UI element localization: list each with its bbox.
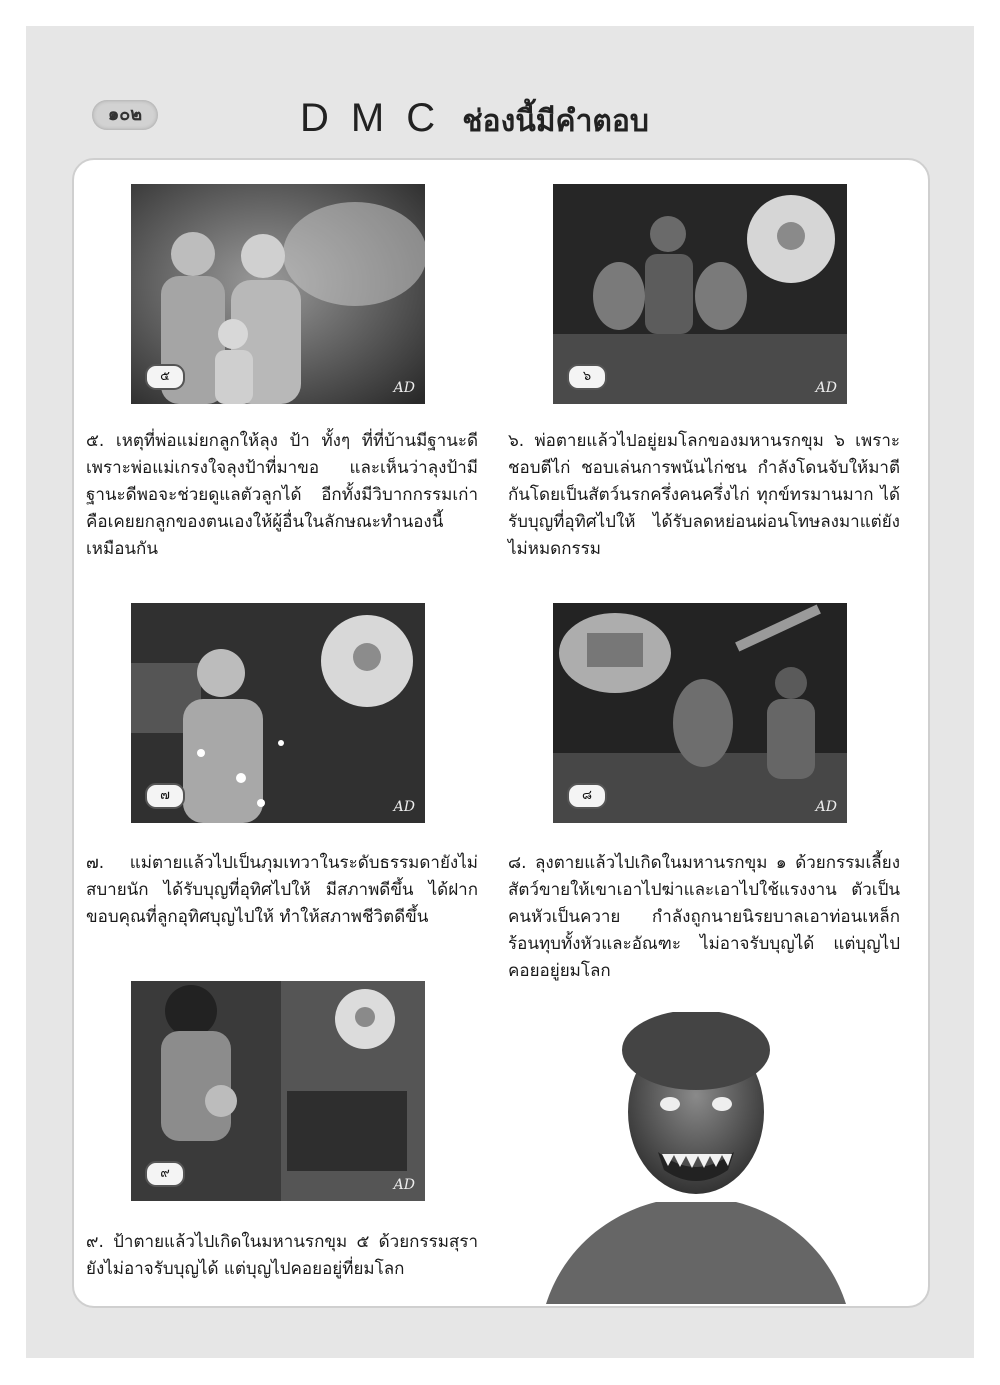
page-title (300, 96, 649, 150)
caption-7: ๗. แม่ตายแล้วไปเป็นภุมเทวาในระดับธรรมดายังไม่สบายนัก ได้รับบุญที่อุทิศไปให้ มีสภาพดีขึ้น ได้ฝากขอบคุณที่ลูกอุทิศบุญไปให้ ทำให้สภาพชีวิตดีขึ้น (86, 853, 478, 927)
illustration-6 (553, 184, 847, 404)
panel-number-badge: ๖ (567, 364, 607, 390)
panel-number-badge: ๙ (145, 1161, 185, 1187)
artist-signature: AD (815, 799, 837, 815)
caption-5: ๕. เหตุที่พ่อแม่ยกลูกให้ลุง ป้า ทั้งๆ ที่ที่บ้านมีฐานะดีเพราะพ่อแม่เกรงใจลุงป้าที่มาขอ และเห็นว่าลุงป้ามีฐานะดีพอจะช่วยดูแลตัวลูกได้ อีกทั้งมีวิบากกรรมเก่า คือเคยยกลูกของตนเองให้ผู้อื่นในลักษณะทำนองนี้เหมือนกัน (86, 431, 478, 559)
artist-signature: AD (393, 799, 415, 815)
illustration-8 (553, 603, 847, 823)
page-number: ๑๐๒ (92, 100, 158, 130)
artist-signature: AD (393, 1177, 415, 1193)
title-dmc: DMC (300, 96, 458, 140)
caption-6: ๖. พ่อตายแล้วไปอยู่ยมโลกของมหานรกขุม ๖ เพราะชอบตีไก่ ชอบเล่นการพนันไก่ชน กำลังโดนจับให้มาตีกันโดยเป็นสัตว์นรกครึ่งคนครึ่งไก่ ทุกข์ทรมานมาก ได้รับบุญที่อุทิศไปให้ ได้รับลดหย่อนผ่อนโทษลงมาแต่ยังไม่หมดกรรม (508, 431, 900, 559)
caption-8: ๘. ลุงตายแล้วไปเกิดในมหานรกขุม ๑ ด้วยกรรมเลี้ยงสัตว์ขายให้เขาเอาไปฆ่าและเอาไปใช้แรงงาน ตัวเป็นคนหัวเป็นควาย กำลังถูกนายนิรยบาลเอาท่อนเหล็กร้อนทุบทั้งหัวและอัณฑะ ไม่อาจรับบุญได้ แต่บุญไปคอยอยู่ยมโลก (508, 853, 900, 981)
illustration-5 (131, 184, 425, 404)
artist-signature: AD (393, 380, 415, 396)
panel-number-badge: ๕ (145, 364, 185, 390)
artist-signature: AD (815, 380, 837, 396)
panel-number-badge: ๘ (567, 783, 607, 809)
demon-figure-art (546, 1012, 846, 1304)
title-thai: ช่องนี้มีคำตอบ (462, 104, 649, 139)
illustration-9 (131, 981, 425, 1201)
caption-9: ๙. ป้าตายแล้วไปเกิดในมหานรกขุม ๕ ด้วยกรรมสุรา ยังไม่อาจรับบุญได้ แต่บุญไปคอยอยู่ที่ยมโลก (86, 1232, 478, 1279)
panel-number-badge: ๗ (145, 783, 185, 809)
illustration-7 (131, 603, 425, 823)
